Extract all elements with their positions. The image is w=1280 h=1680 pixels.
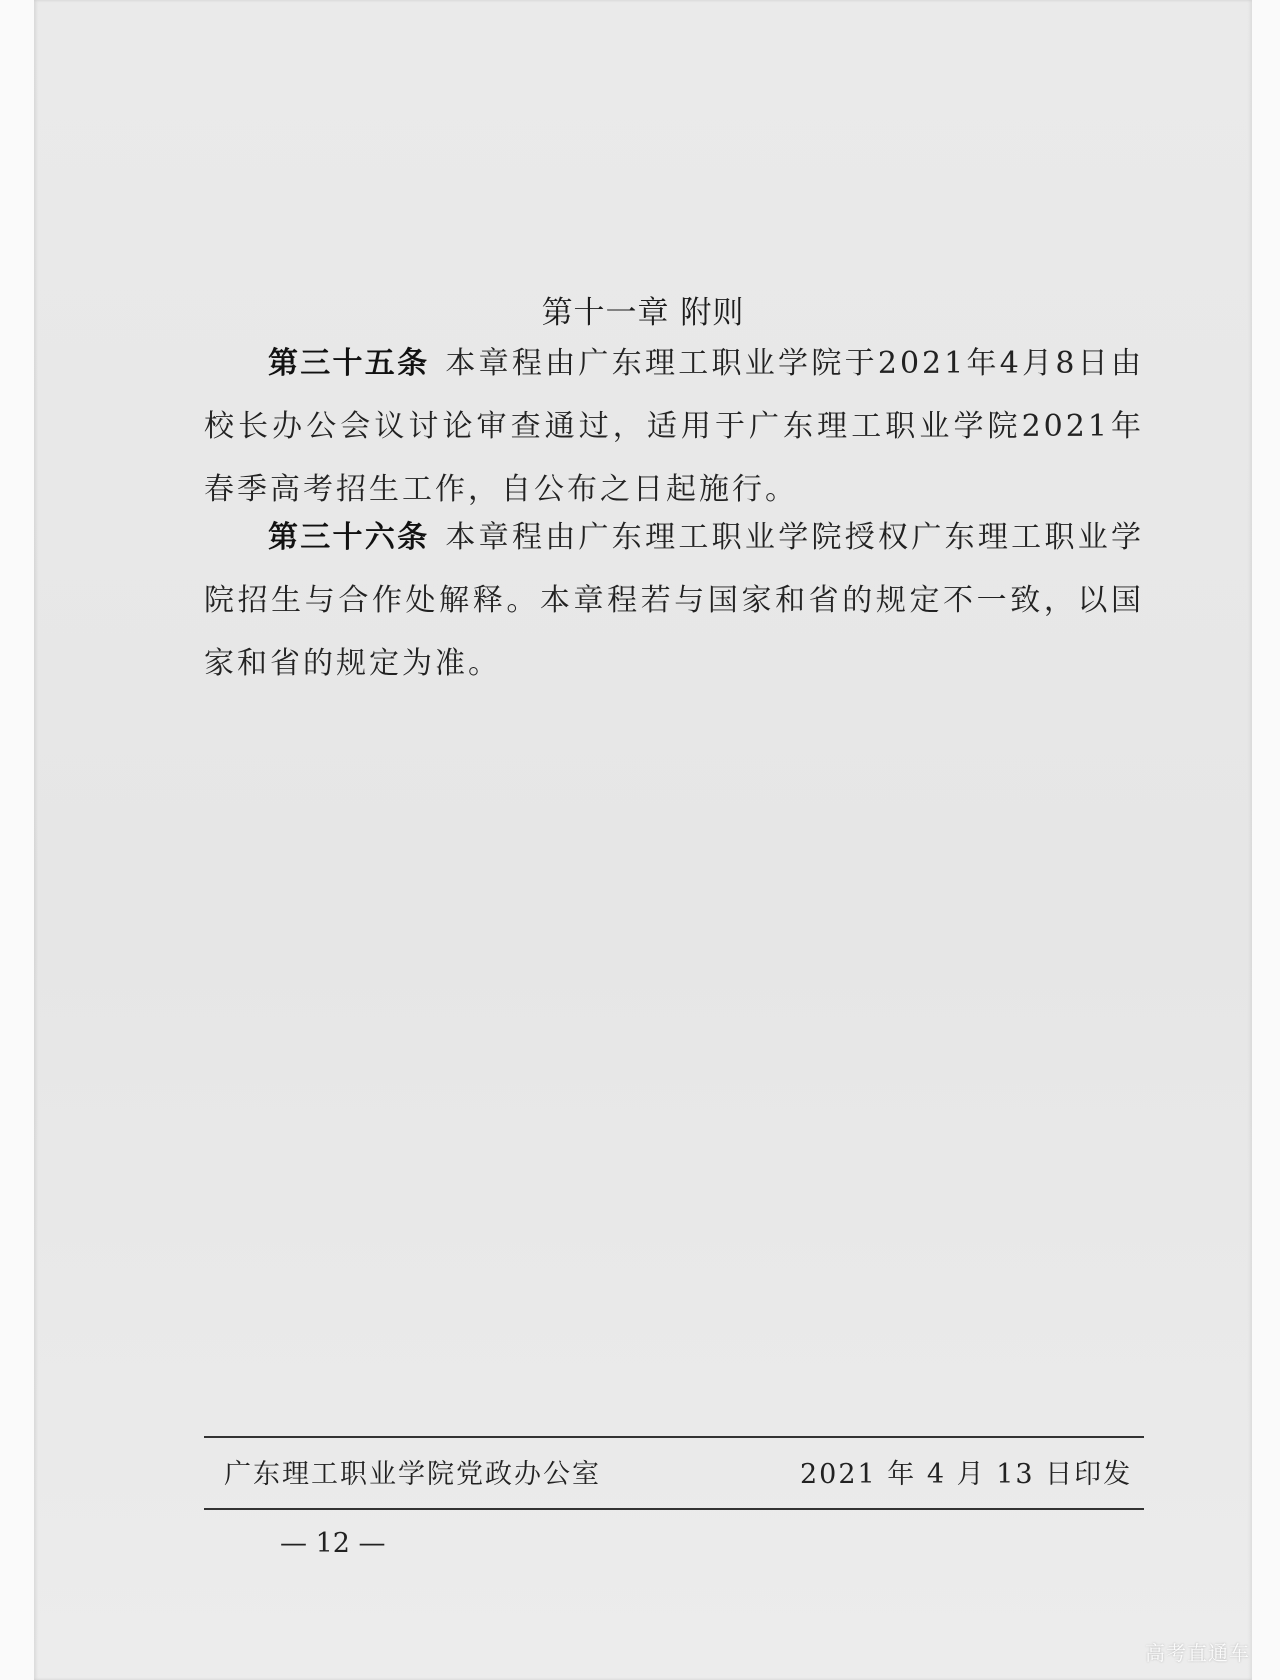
scan-left-margin bbox=[0, 0, 34, 1680]
article-36 bbox=[204, 506, 1144, 695]
chapter-title: 第十一章 附则 bbox=[541, 295, 745, 331]
footer-bottom-rule bbox=[204, 1508, 1144, 1510]
footer-top-rule bbox=[204, 1436, 1144, 1438]
article-35 bbox=[204, 332, 1144, 521]
issue-date: 2021 年 4 月 13 日印发 bbox=[800, 1459, 1133, 1490]
article-35-text: 本章程由广东理工职业学院于2021年4月8日由校长办公会议讨论审查通过，适用于广东理工职业学院2021年春季高考招生工作，自公布之日起施行。 bbox=[204, 346, 1145, 507]
article-36-text: 本章程由广东理工职业学院授权广东理工职业学院招生与合作处解释。本章程若与国家和省的规定不一致，以国家和省的规定为准。 bbox=[204, 520, 1145, 681]
article-36-number: 第三十六条 bbox=[268, 520, 430, 555]
article-35-number: 第三十五条 bbox=[268, 346, 430, 381]
page-number: — 12 — bbox=[280, 1528, 386, 1559]
issuing-office: 广东理工职业学院党政办公室 bbox=[224, 1459, 601, 1490]
document-page bbox=[34, 0, 1252, 1680]
scan-right-margin bbox=[1252, 0, 1280, 1680]
watermark: 高考直通车 bbox=[1145, 1641, 1250, 1665]
